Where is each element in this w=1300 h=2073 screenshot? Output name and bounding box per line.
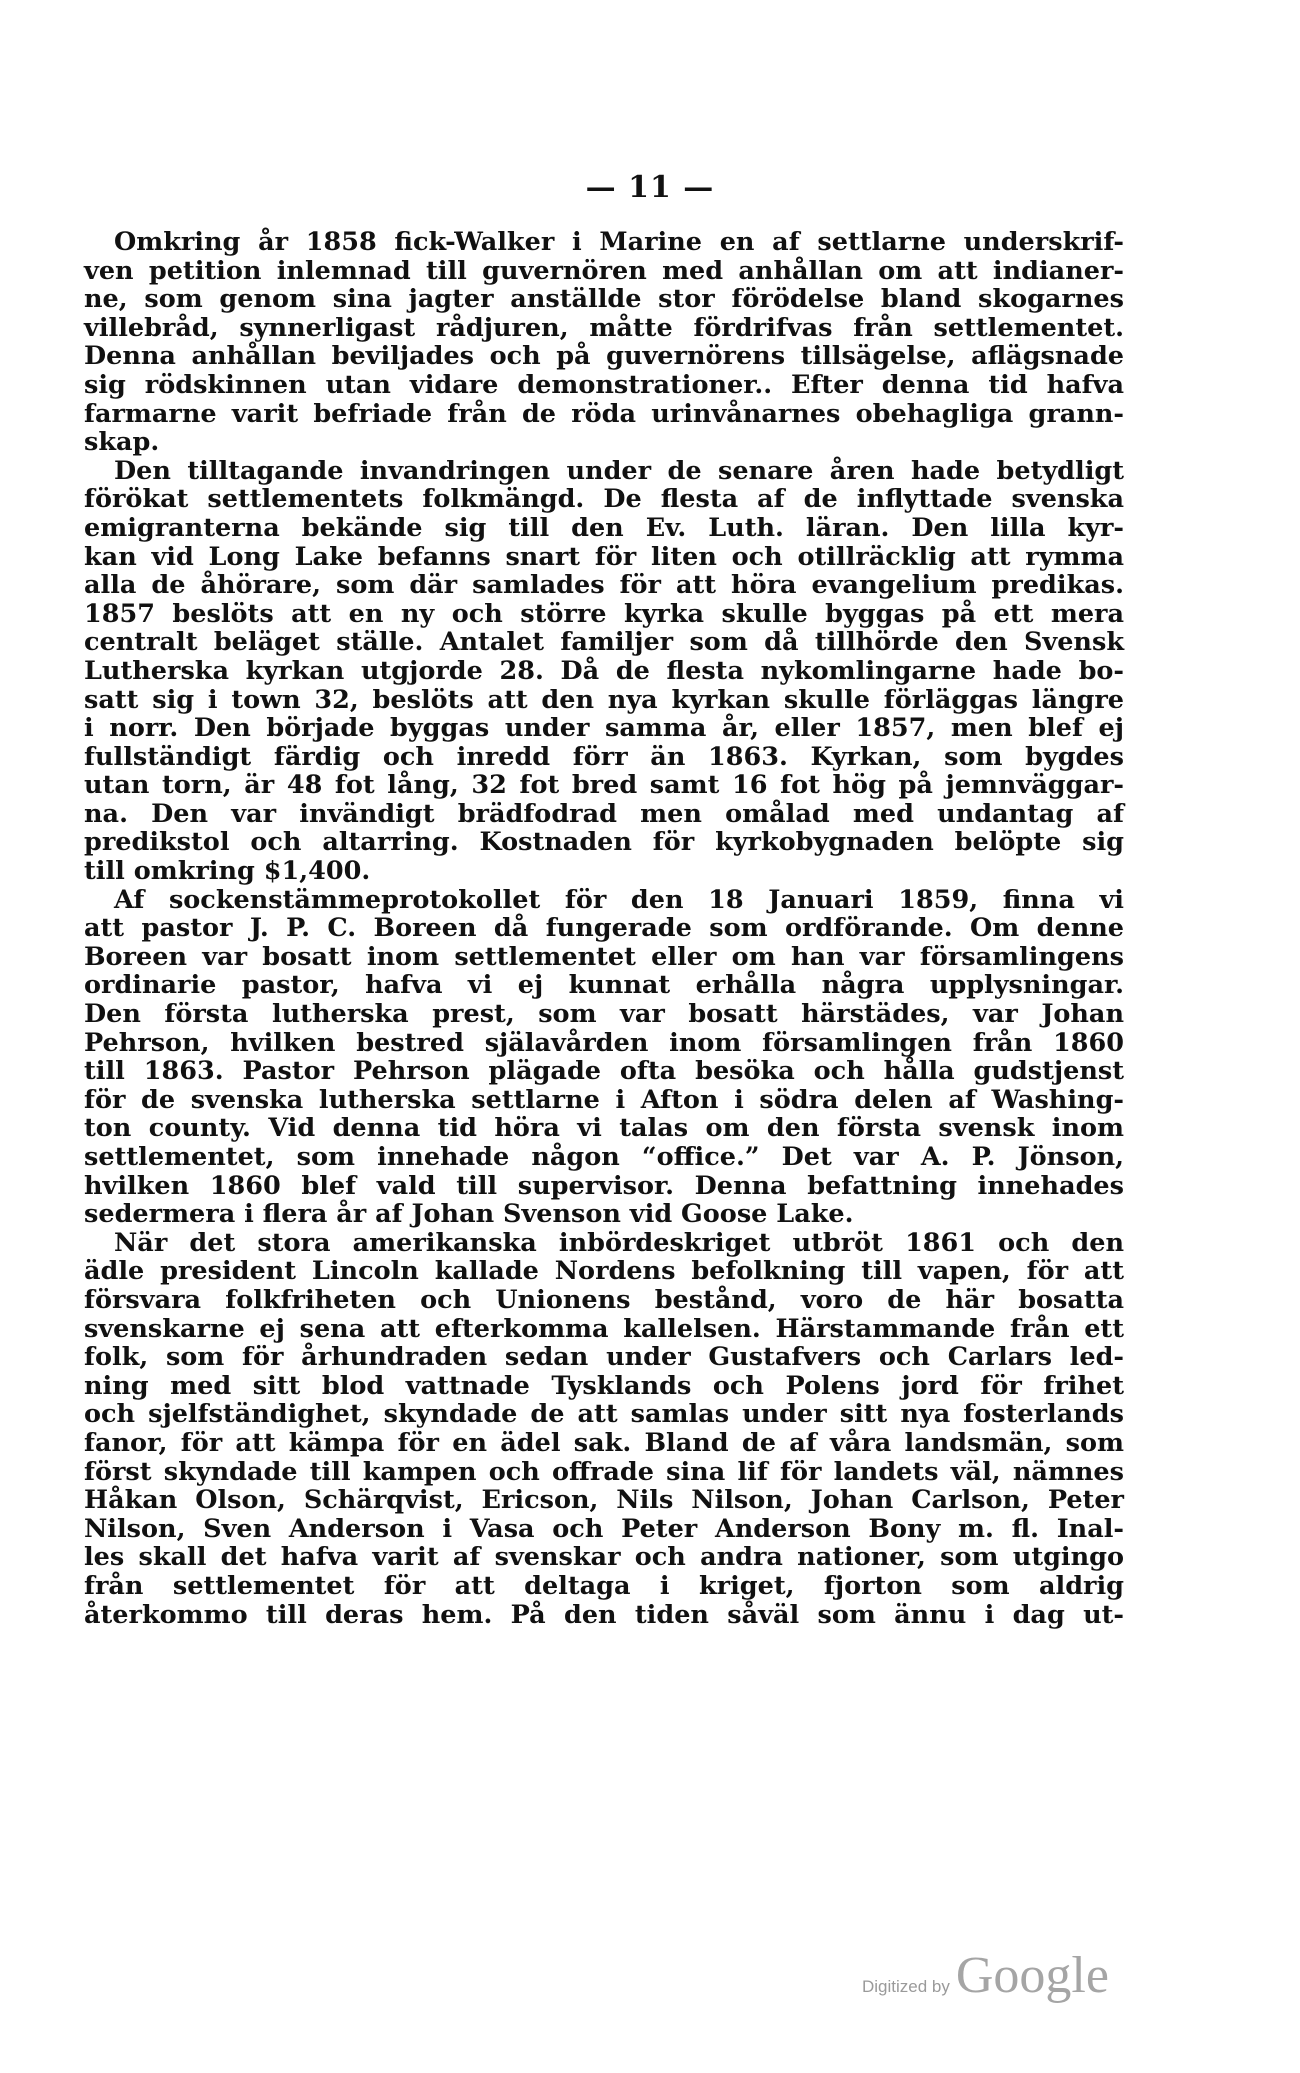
text-line: Af sockenstämmeprotokollet för den 18 Januari 1859, finna vi <box>114 884 1124 915</box>
text-line: satt sig i town 32, beslöts att den nya kyrkan skulle förläggas längre <box>84 684 1124 715</box>
text-line: hvilken 1860 blef vald till supervisor. Denna befattning innehades <box>84 1170 1124 1201</box>
text-line: för de svenska lutherska settlarne i Afton i södra delen af Washing- <box>84 1084 1124 1115</box>
text-line: och sjelfständighet, skyndade de att samlas under sitt nya fosterlands <box>84 1399 1124 1430</box>
text-line: Omkring år 1858 fick-Walker i Marine en af settlarne underskrif- <box>114 227 1124 257</box>
text-line: utan torn, är 48 fot lång, 32 fot bred samt 16 fot hög på jemnväggar- <box>84 770 1124 801</box>
text-line: settlementet, som innehade någon “office.” Det var A. P. Jönson, <box>84 1142 1124 1172</box>
text-line: från settlementet för att deltaga i kriget, fjorton som aldrig <box>84 1570 1124 1601</box>
text-line: att pastor J. P. C. Boreen då fungerade som ordförande. Om denne <box>84 913 1124 944</box>
text-line: ven petition inlemnad till guvernören med anhållan om att indianer- <box>84 255 1124 286</box>
text-line: Boreen var bosatt inom settlementet eller om han var församlingens <box>84 941 1124 972</box>
text-line: folk, som för århundraden sedan under Gustafvers och Carlars led- <box>84 1342 1124 1373</box>
text-line: till omkring $1,400. <box>84 856 371 887</box>
text-line: sig rödskinnen utan vidare demonstrationer.. Efter denna tid hafva <box>84 369 1124 400</box>
text-line: Nilson, Sven Anderson i Vasa och Peter Anderson Bony m. fl. Inal- <box>84 1513 1124 1544</box>
text-line: centralt beläget ställe. Antalet familjer som då tillhörde den Svensk <box>84 627 1124 658</box>
text-line: skap. <box>84 427 160 458</box>
text-line: ne, som genom sina jagter anställde stor förödelse bland skogarnes <box>84 284 1124 315</box>
text-line: villebråd, synnerligast rådjuren, måtte fördrifvas från settlementet. <box>84 312 1124 343</box>
text-line: na. Den var invändigt brädfodrad men omålad med undantag af <box>84 798 1124 829</box>
text-line: till 1863. Pastor Pehrson plägade ofta besöka och hålla gudstjenst <box>84 1056 1124 1087</box>
text-line: emigranterna bekände sig till den Ev. Luth. läran. Den lilla kyr- <box>84 512 1124 543</box>
page-number: — 11 — <box>585 170 715 205</box>
text-line: Den första lutherska prest, som var bosatt härstädes, var Johan <box>84 999 1124 1030</box>
body-text <box>84 228 1124 1629</box>
text-line: försvara folkfriheten och Unionens bestånd, voro de här bosatta <box>84 1284 1124 1315</box>
text-line: Den tilltagande invandringen under de senare åren hade betydligt <box>114 455 1124 486</box>
text-line: 1857 beslöts att en ny och större kyrka skulle byggas på ett mera <box>84 598 1124 629</box>
text-line: alla de åhörare, som där samlades för att höra evangelium predikas. <box>84 570 1124 601</box>
text-line: När det stora amerikanska inbördeskriget utbröt 1861 och den <box>114 1227 1124 1258</box>
text-line: sedermera i flera år af Johan Svenson vid Goose Lake. <box>84 1199 854 1230</box>
text-line: förökat settlementets folkmängd. De flesta af de inflyttade svenska <box>84 484 1124 515</box>
text-line: Pehrson, hvilken bestred själavården inom församlingen från 1860 <box>84 1027 1124 1058</box>
text-line: Lutherska kyrkan utgjorde 28. Då de flesta nykomlingarne hade bo- <box>84 655 1124 686</box>
digitized-watermark <box>862 1946 1109 2005</box>
watermark-prefix: Digitized by <box>862 1977 950 1996</box>
text-line: predikstol och altarring. Kostnaden för kyrkobygnaden belöpte sig <box>84 827 1124 858</box>
google-logo: Google <box>955 1947 1109 2004</box>
text-line: ordinarie pastor, hafva vi ej kunnat erhålla några upplysningar. <box>84 970 1124 1001</box>
text-line: les skall det hafva varit af svenskar och andra nationer, som utgingo <box>84 1542 1124 1573</box>
text-line: ädle president Lincoln kallade Nordens befolkning till vapen, för att <box>84 1256 1124 1287</box>
text-line: fullständigt färdig och inredd förr än 1863. Kyrkan, som bygdes <box>84 741 1124 772</box>
text-line: svenskarne ej sena att efterkomma kallelsen. Härstammande från ett <box>84 1313 1124 1344</box>
text-line: ton county. Vid denna tid höra vi talas om den första svensk inom <box>84 1113 1124 1144</box>
text-line: kan vid Long Lake befanns snart för liten och otillräcklig att rymma <box>84 541 1124 572</box>
text-line: farmarne varit befriade från de röda urinvånarnes obehagliga grann- <box>84 398 1124 429</box>
text-line: Denna anhållan beviljades och på guvernörens tillsägelse, aflägsnade <box>84 341 1124 372</box>
text-line: fanor, för att kämpa för en ädel sak. Bland de af våra landsmän, som <box>84 1427 1124 1458</box>
text-line: ning med sitt blod vattnade Tysklands och Polens jord för frihet <box>84 1370 1124 1401</box>
text-line: först skyndade till kampen och offrade sina lif för landets väl, nämnes <box>84 1456 1124 1487</box>
text-line: Håkan Olson, Schärqvist, Ericson, Nils Nilson, Johan Carlson, Peter <box>84 1485 1124 1516</box>
text-line: i norr. Den började byggas under samma år, eller 1857, men blef ej <box>84 713 1124 744</box>
text-line: återkommo till deras hem. På den tiden såväl som ännu i dag ut- <box>84 1599 1124 1630</box>
